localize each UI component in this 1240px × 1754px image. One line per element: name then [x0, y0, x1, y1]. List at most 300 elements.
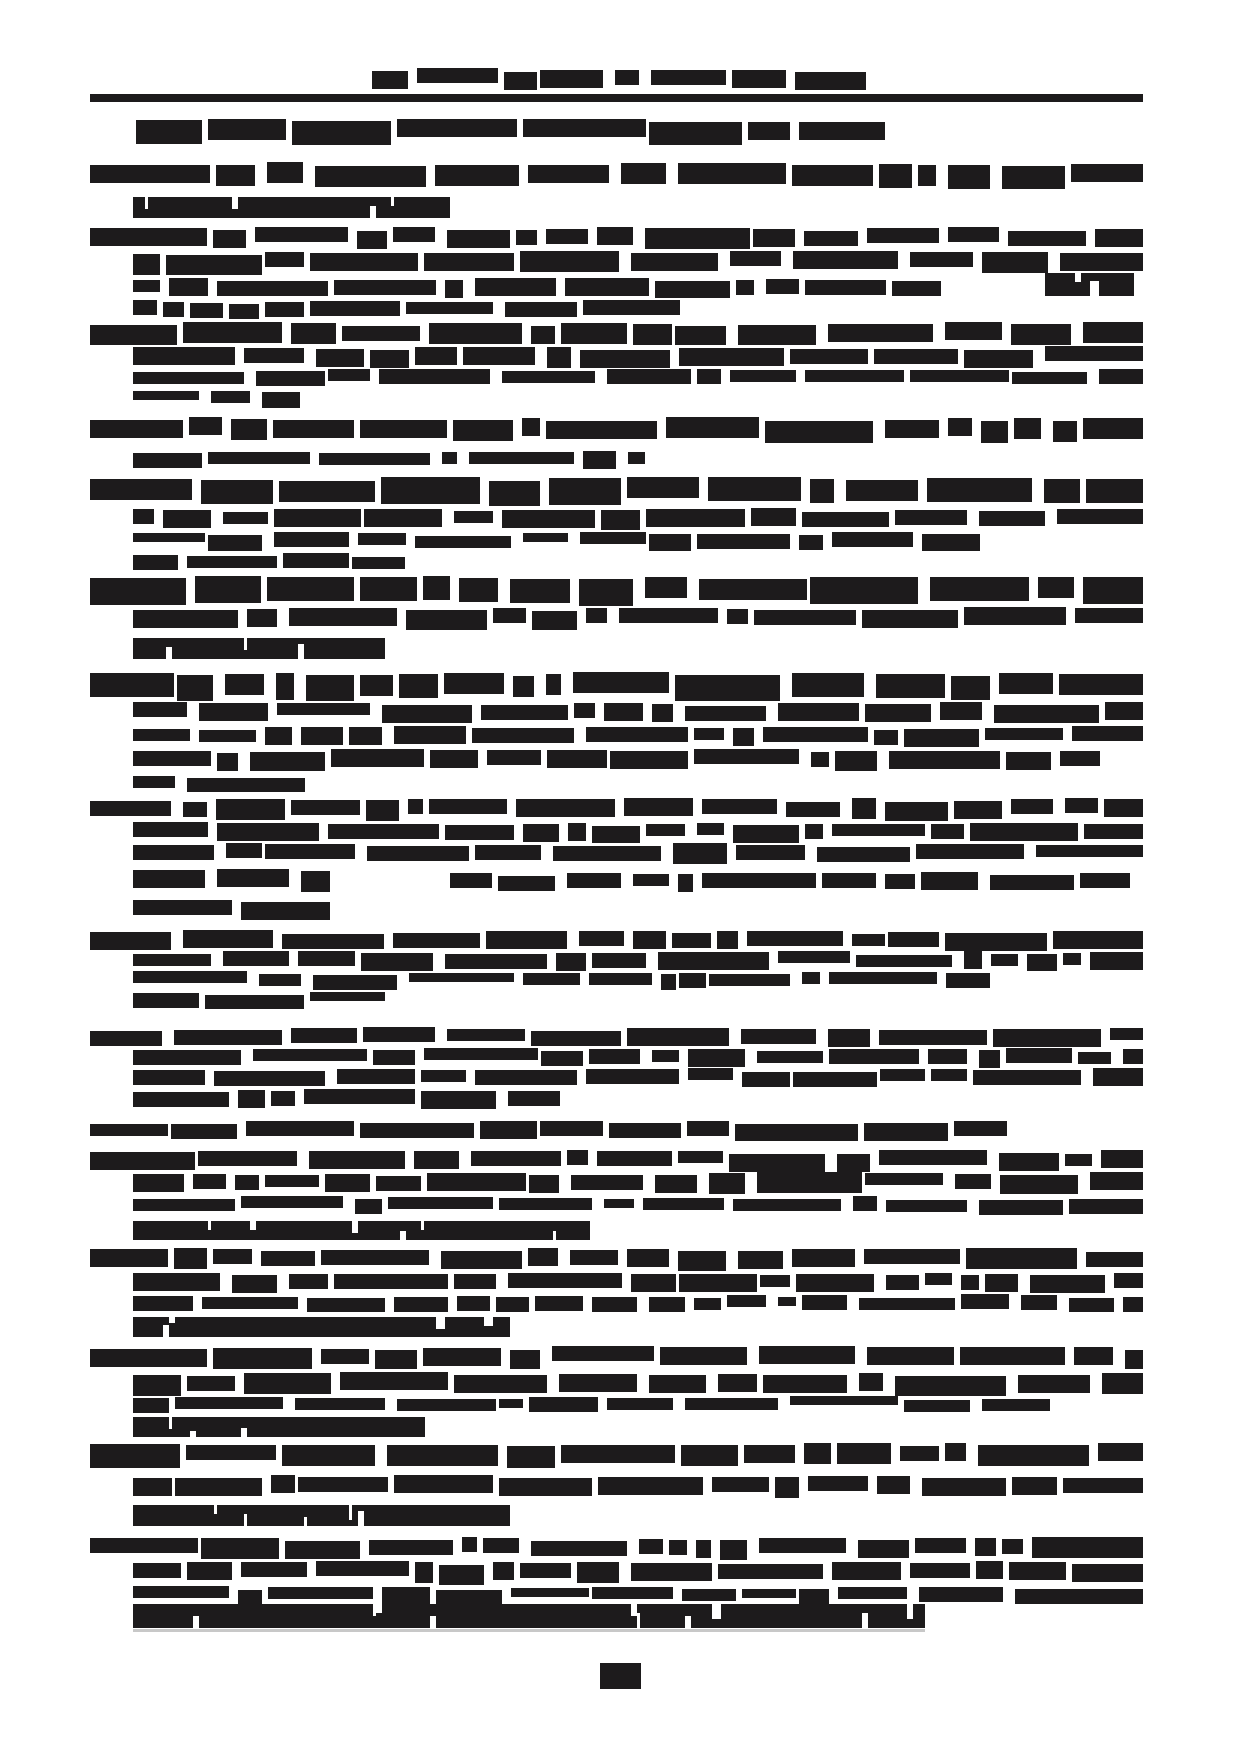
redacted-word [406, 610, 487, 630]
redacted-word [441, 1251, 522, 1269]
redacted-word [598, 1477, 703, 1495]
redacted-word [265, 727, 292, 745]
redacted-text-line [90, 1120, 1007, 1141]
redacted-word [561, 1445, 675, 1463]
redacted-word [489, 481, 540, 506]
redacted-word [982, 1399, 1050, 1411]
redacted-word [1074, 1347, 1113, 1365]
redacted-word [198, 1151, 297, 1166]
redacted-word [267, 577, 354, 601]
redacted-word [366, 800, 399, 821]
redacted-word [1030, 1275, 1105, 1293]
redacted-word [880, 1069, 925, 1081]
redacted-word [633, 931, 666, 949]
redacted-word [960, 1347, 1065, 1365]
redacted-word [546, 674, 561, 695]
redacted-word [498, 876, 555, 891]
redacted-word [954, 801, 1002, 819]
redacted-word [607, 1398, 673, 1410]
redacted-word [369, 1540, 453, 1555]
redacted-word [90, 578, 186, 605]
redacted-word [697, 823, 724, 835]
redacted-word [279, 481, 375, 502]
redacted-word [133, 993, 199, 1008]
redacted-word [856, 955, 952, 967]
redacted-word [531, 1541, 627, 1556]
redacted-word [1021, 1295, 1057, 1310]
redacted-word [462, 1537, 477, 1552]
redacted-word [627, 1249, 669, 1267]
redacted-word [808, 1476, 868, 1491]
redacted-word [171, 1124, 237, 1139]
redacted-word [694, 1298, 721, 1310]
redacted-word [679, 1274, 757, 1292]
redacted-word [661, 974, 676, 990]
redacted-text-line [133, 1294, 1143, 1312]
redacted-word [727, 1295, 766, 1307]
redacted-word [652, 1050, 679, 1062]
redacted-word [681, 1445, 738, 1466]
redacted-word [295, 1398, 385, 1410]
redacted-word [718, 1564, 823, 1579]
redacted-word [978, 1445, 1089, 1466]
redacted-word [940, 702, 982, 720]
redacted-word [742, 1589, 796, 1598]
redacted-word [469, 452, 574, 464]
redacted-word [955, 1174, 991, 1189]
redacted-word [394, 1475, 493, 1493]
redacted-word [90, 1538, 198, 1553]
ink-gap [712, 1604, 721, 1619]
redacted-word [291, 323, 336, 344]
redacted-word [453, 420, 513, 441]
ink-gap [553, 1231, 556, 1240]
redacted-word [649, 1297, 685, 1312]
redacted-word [238, 1090, 265, 1108]
redacted-text-line [133, 553, 405, 570]
redacted-word [829, 972, 937, 984]
redacted-word [394, 1297, 448, 1312]
redacted-word [981, 421, 1008, 443]
redacted-word [717, 931, 738, 949]
redacted-text-line [133, 1417, 425, 1437]
redacted-word [763, 1375, 847, 1393]
redacted-word [645, 228, 750, 249]
redacted-word [255, 227, 348, 242]
redacted-word [682, 1589, 736, 1601]
redacted-word [579, 579, 633, 606]
redacted-word [133, 702, 187, 717]
redacted-word [729, 1154, 825, 1172]
redacted-word [481, 705, 568, 720]
ink-gap [358, 1511, 364, 1526]
redacted-word [966, 1248, 1077, 1269]
redacted-word [1083, 418, 1143, 439]
redacted-word [447, 1029, 525, 1041]
redacted-word [1011, 324, 1071, 345]
redacted-word [435, 165, 519, 186]
redacted-word [999, 673, 1053, 694]
redacted-text-line [90, 162, 1143, 189]
redacted-word [289, 1274, 328, 1289]
redacted-word [970, 823, 1078, 841]
redacted-word [586, 608, 607, 623]
redacted-word [1063, 1478, 1143, 1493]
redacted-word [1011, 799, 1053, 814]
redacted-word [487, 750, 541, 765]
redacted-word [445, 825, 514, 840]
redacted-word [187, 556, 277, 568]
redacted-word [457, 1296, 490, 1311]
redacted-word [271, 1091, 295, 1106]
redacted-text-line [450, 872, 1130, 892]
redacted-word [792, 673, 864, 697]
redacted-word [678, 874, 693, 892]
redacted-word [885, 874, 915, 889]
redacted-word [289, 608, 397, 626]
redacted-word [975, 1538, 996, 1556]
redacted-word [429, 799, 507, 814]
redacted-word [778, 951, 850, 963]
redacted-word [216, 799, 285, 820]
redacted-word [208, 535, 262, 551]
redacted-word [306, 675, 354, 701]
redacted-word [133, 555, 178, 570]
redacted-word [133, 822, 208, 837]
redacted-word [211, 391, 250, 403]
redacted-word [1069, 1199, 1143, 1214]
redacted-word [292, 121, 391, 145]
redacted-word [540, 70, 603, 88]
redacted-word [510, 579, 570, 603]
redacted-word [655, 1175, 697, 1193]
redacted-word [945, 1443, 966, 1461]
redacted-word [678, 1251, 726, 1271]
redacted-text-line [136, 118, 885, 145]
redacted-word [733, 825, 799, 843]
redacted-word [945, 322, 1002, 340]
redacted-word [360, 675, 393, 696]
redacted-word [277, 703, 370, 715]
redacted-word [853, 1196, 877, 1211]
redacted-word [202, 1297, 298, 1309]
redacted-word [546, 229, 588, 244]
redacted-word [471, 1151, 561, 1166]
redacted-word [982, 252, 1048, 273]
redacted-word [948, 418, 972, 436]
redacted-word [1044, 479, 1080, 503]
redacted-word [633, 324, 672, 345]
redacted-word [1123, 1297, 1143, 1312]
redacted-word [459, 578, 498, 602]
redacted-word [187, 1562, 232, 1580]
redacted-text-line [133, 1505, 510, 1526]
redacted-word [904, 1400, 970, 1412]
redacted-word [169, 278, 208, 296]
ink-gap [163, 1325, 169, 1337]
redacted-word [748, 122, 790, 140]
redacted-word [732, 70, 786, 88]
redacted-word [373, 1050, 415, 1065]
redacted-word [961, 1275, 979, 1290]
redacted-word [331, 749, 424, 767]
redacted-word [649, 534, 691, 551]
redacted-word [363, 1027, 435, 1042]
redacted-word [561, 323, 627, 344]
redacted-text-line [90, 1443, 1143, 1468]
redacted-word [1095, 229, 1143, 247]
ink-gap [421, 1221, 424, 1230]
redacted-word [565, 278, 649, 296]
redacted-word [859, 1298, 955, 1310]
redacted-word [189, 417, 222, 435]
redacted-word [678, 163, 786, 184]
redacted-text-line [133, 1317, 510, 1337]
redacted-word [499, 1399, 523, 1408]
redacted-text-line [90, 672, 1143, 701]
redacted-word [858, 1540, 909, 1558]
redacted-word [387, 1445, 498, 1466]
redacted-word [133, 870, 205, 888]
redacted-word [669, 1540, 687, 1555]
redacted-word [733, 1199, 841, 1211]
redacted-word [1098, 1443, 1143, 1461]
redacted-word [697, 534, 790, 549]
redacted-text-line [133, 1272, 1143, 1294]
redacted-word [643, 1198, 724, 1210]
redacted-text-line [133, 971, 990, 990]
redacted-word [799, 122, 885, 140]
redacted-word [666, 417, 759, 438]
redacted-text-line [90, 322, 1143, 345]
redacted-word [712, 1477, 769, 1492]
redacted-word [445, 954, 547, 969]
redacted-word [579, 931, 624, 946]
redacted-text-line [1045, 273, 1134, 296]
redacted-word [673, 843, 727, 864]
redacted-word [799, 535, 823, 550]
redacted-word [621, 163, 666, 184]
redacted-word [133, 776, 175, 788]
redacted-word [1102, 1373, 1143, 1394]
redacted-word [133, 533, 205, 542]
redacted-word [372, 71, 408, 89]
redacted-word [133, 845, 214, 860]
redacted-word [793, 251, 898, 269]
redacted-word [810, 577, 918, 604]
redacted-word [232, 1275, 277, 1293]
redacted-text-line [133, 346, 1143, 368]
redacted-word [361, 953, 433, 971]
redacted-word [90, 1349, 207, 1367]
redacted-word [244, 348, 304, 363]
redacted-word [90, 420, 183, 438]
redacted-word [1063, 953, 1081, 965]
redacted-word [879, 164, 912, 188]
redacted-word [568, 823, 586, 841]
redacted-word [523, 119, 646, 137]
redacted-word [463, 347, 535, 365]
redacted-word [439, 1565, 484, 1585]
redacted-text-line [133, 1604, 925, 1628]
redacted-word [313, 975, 397, 990]
redacted-word [250, 752, 325, 771]
redacted-text-line [133, 702, 1143, 724]
redacted-word [352, 557, 405, 569]
redacted-word [1059, 674, 1143, 695]
redacted-word [799, 1589, 829, 1604]
redacted-word [321, 1349, 369, 1364]
redacted-text-line [90, 576, 1143, 606]
redacted-word [631, 253, 718, 271]
redacted-word [531, 1031, 621, 1046]
redacted-word [357, 231, 387, 249]
redacted-word [778, 1297, 796, 1306]
redacted-word [328, 824, 439, 839]
redacted-word [90, 1124, 168, 1136]
redacted-word [253, 1049, 367, 1061]
redacted-word [190, 303, 223, 318]
redacted-word [133, 391, 199, 400]
redacted-word [573, 672, 669, 693]
redacted-word [922, 534, 980, 551]
redacted-word [90, 325, 177, 345]
redacted-word [1032, 1537, 1143, 1558]
redacted-word [804, 1443, 831, 1464]
redacted-word [133, 280, 160, 292]
redacted-word [546, 421, 657, 439]
redacted-word [796, 1274, 874, 1292]
redacted-word [213, 230, 246, 248]
redacted-word [1093, 1068, 1143, 1086]
redacted-word [1075, 608, 1143, 623]
redacted-word [832, 824, 925, 836]
redacted-word [730, 370, 796, 382]
redacted-word [213, 1348, 312, 1369]
redacted-word [859, 1373, 883, 1391]
redacted-word [1036, 845, 1143, 857]
redacted-word [805, 824, 823, 839]
redacted-word [651, 70, 726, 85]
redacted-word [864, 1123, 948, 1141]
redacted-word [90, 1444, 180, 1468]
redacted-word [951, 676, 990, 700]
redacted-text-line [133, 1372, 1143, 1396]
redacted-word [628, 452, 645, 464]
redacted-word [283, 553, 349, 568]
redacted-word [379, 369, 490, 384]
redacted-word [90, 801, 171, 816]
redacted-text-line [133, 775, 305, 792]
redacted-word [687, 1121, 729, 1136]
redacted-word [310, 992, 385, 1001]
redacted-word [589, 1049, 640, 1064]
redacted-word [559, 1374, 637, 1392]
redacted-text-line [133, 300, 680, 319]
redacted-word [609, 1123, 681, 1138]
redacted-word [610, 751, 688, 769]
redacted-word [991, 954, 1018, 966]
redacted-word [1012, 1477, 1057, 1495]
redacted-word [763, 727, 868, 742]
redacted-word [480, 1121, 537, 1139]
redacted-word [133, 729, 190, 741]
redacted-word [246, 1121, 354, 1136]
redacted-word [948, 227, 999, 242]
redacted-word [1027, 954, 1057, 971]
ink-gap [193, 1616, 199, 1628]
redacted-word [597, 1151, 672, 1166]
redacted-word [832, 1562, 901, 1580]
redacted-word [708, 477, 801, 501]
ink-gap [241, 1428, 247, 1437]
redacted-word [760, 1275, 790, 1287]
redacted-word [867, 1347, 954, 1365]
redacted-word [1071, 164, 1143, 182]
redacted-word [948, 165, 990, 189]
redacted-word [360, 420, 447, 438]
redacted-word [945, 933, 1047, 951]
redacted-word [571, 1175, 643, 1190]
redacted-word [301, 871, 330, 892]
redacted-word [828, 324, 933, 342]
redacted-word [133, 610, 238, 628]
redacted-text-line [133, 1068, 1143, 1088]
redacted-word [493, 1562, 514, 1580]
redacted-text-line [133, 508, 1143, 530]
redacted-word [409, 973, 514, 982]
redacted-word [511, 1588, 589, 1597]
redacted-word [516, 230, 537, 245]
redacted-word [583, 451, 616, 469]
redacted-word [1083, 322, 1143, 343]
redacted-word [646, 824, 685, 836]
redacted-word [499, 1478, 592, 1496]
redacted-word [718, 1374, 757, 1392]
redacted-word [133, 1092, 229, 1107]
redacted-word [475, 845, 541, 860]
redacted-word [802, 1295, 847, 1310]
ink-gap [190, 1431, 196, 1437]
redacted-word [979, 1200, 1063, 1215]
redacted-word [1125, 1350, 1143, 1369]
redacted-text-line [133, 369, 1143, 387]
redacted-word [766, 279, 799, 294]
redacted-word [90, 932, 171, 950]
redacted-word [334, 1274, 448, 1289]
redacted-word [919, 1587, 1003, 1602]
redacted-word [688, 1068, 733, 1080]
redacted-word [754, 610, 856, 625]
redacted-word [360, 577, 417, 601]
redacted-word [879, 1030, 987, 1045]
redacted-word [423, 576, 450, 600]
redacted-word [802, 512, 889, 527]
redacted-text-line [90, 227, 1143, 250]
redacted-word [583, 300, 680, 315]
redacted-word [751, 508, 796, 526]
redacted-word [862, 610, 958, 628]
redacted-word [592, 1587, 673, 1599]
redacted-word [393, 227, 435, 242]
redacted-word [735, 1124, 858, 1141]
redacted-word [163, 302, 184, 317]
redacted-word [238, 1590, 262, 1605]
redacted-word [702, 873, 816, 888]
redacted-word [685, 706, 766, 721]
redacted-word [1110, 1028, 1143, 1040]
redacted-word [316, 349, 364, 367]
